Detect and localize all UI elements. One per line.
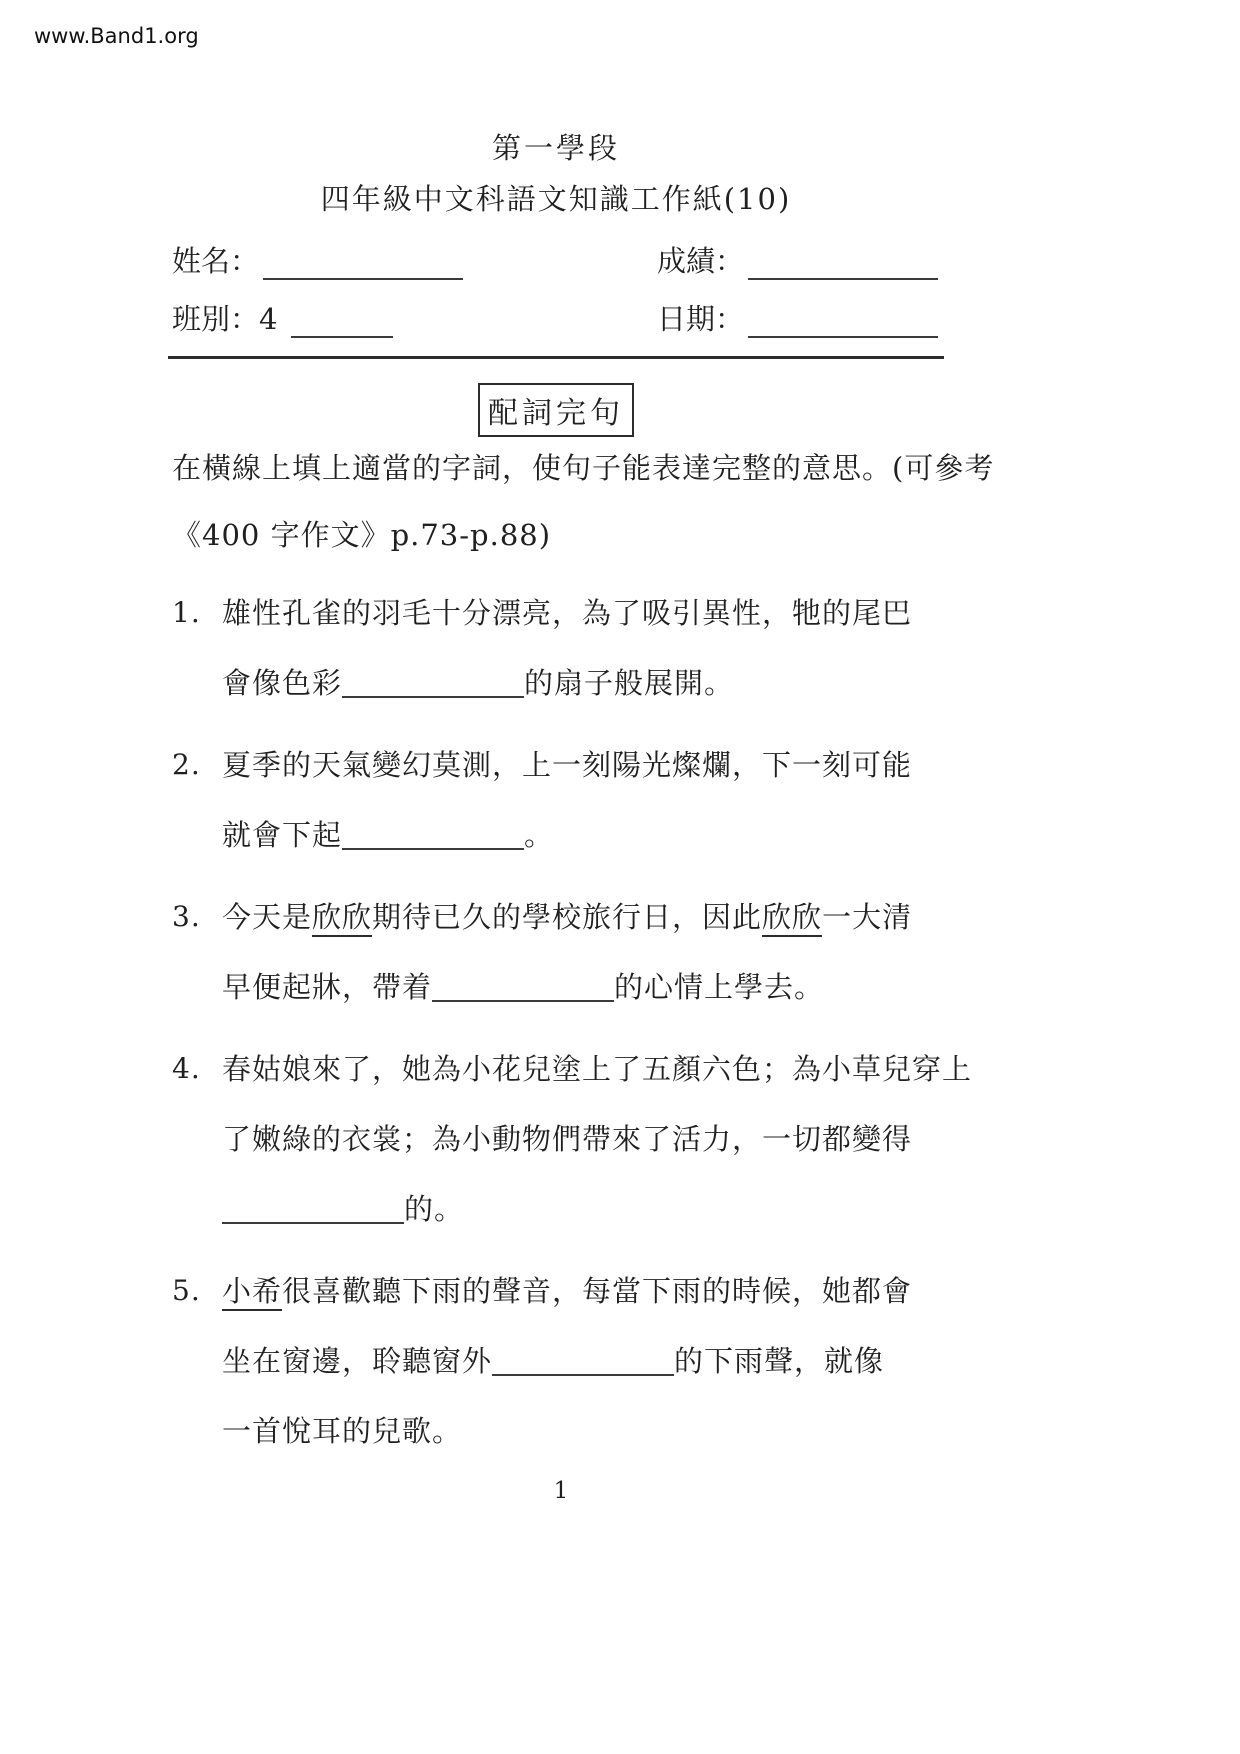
question-line	[222, 1256, 992, 1326]
question-line	[222, 730, 992, 800]
class-label: 班別：	[172, 302, 260, 336]
name-field	[172, 239, 657, 280]
date-blank	[748, 304, 938, 338]
title-block	[170, 126, 942, 218]
name-blank	[263, 246, 463, 280]
text-segment: 期待已久的學校旅行日，因此	[372, 900, 763, 934]
question-line	[222, 1326, 992, 1396]
text-segment: 。	[524, 818, 555, 852]
question-number: 4.	[172, 1052, 201, 1085]
class-blank	[291, 304, 393, 338]
question-line	[222, 1396, 992, 1466]
watermark: www.Band1.org	[34, 24, 199, 48]
text-segment: 很喜歡聽下雨的聲音，每當下雨的時候，她都會	[282, 1274, 913, 1308]
name-label: 姓名：	[172, 244, 260, 278]
underlined-name: 欣欣	[762, 900, 822, 937]
question-number: 3.	[172, 900, 201, 933]
fill-in-blank	[492, 1344, 674, 1376]
text-segment: 就會下起	[222, 818, 343, 852]
question-body	[222, 882, 992, 1022]
text-segment: 夏季的天氣變幻莫測，上一刻陽光燦爛，下一刻可能	[222, 748, 913, 782]
date-label: 日期：	[657, 302, 745, 336]
question-line	[222, 1174, 992, 1244]
fill-in-blank	[222, 1192, 404, 1224]
instructions	[172, 446, 995, 580]
text-segment: 雄性孔雀的羽毛十分漂亮，為了吸引異性，牠的尾巴	[222, 596, 913, 630]
class-field	[172, 297, 657, 338]
text-segment: 一大清	[822, 900, 913, 934]
text-segment: 的下雨聲，就像	[674, 1344, 885, 1378]
underlined-name: 欣欣	[312, 900, 372, 937]
question-item	[172, 1034, 992, 1244]
score-field	[657, 239, 944, 280]
fields-row-1	[172, 234, 944, 280]
section-divider	[168, 356, 944, 359]
fill-in-blank	[342, 818, 524, 850]
question-body	[222, 730, 992, 870]
text-segment: 會像色彩	[222, 666, 343, 700]
question-item	[172, 578, 992, 718]
header-fields	[172, 234, 944, 350]
page-title-line1: 第一學段	[491, 131, 620, 165]
text-segment: 坐在窗邊，聆聽窗外	[222, 1344, 493, 1378]
class-value: 4	[259, 302, 278, 336]
question-line	[222, 1104, 992, 1174]
question-item	[172, 1256, 992, 1466]
question-number: 2.	[172, 748, 201, 781]
page-number: 1	[553, 1478, 569, 1504]
underlined-name: 小希	[222, 1274, 282, 1311]
score-blank	[748, 246, 938, 280]
question-line	[222, 952, 992, 1022]
question-item	[172, 730, 992, 870]
text-segment: 一首悅耳的兒歌。	[222, 1414, 463, 1448]
section-title-wrap	[170, 383, 942, 437]
question-line	[222, 800, 992, 870]
question-line	[222, 648, 992, 718]
question-line	[222, 578, 992, 648]
instructions-line2: 《400 字作文》p.73-p.88)	[172, 518, 552, 552]
question-body	[222, 1034, 992, 1244]
fill-in-blank	[432, 970, 614, 1002]
text-segment: 了嫩綠的衣裳；為小動物們帶來了活力，一切都變得	[222, 1122, 913, 1156]
question-number: 5.	[172, 1274, 201, 1307]
instructions-line1: 在橫線上填上適當的字詞，使句子能表達完整的意思。(可參考	[172, 451, 995, 485]
question-body	[222, 578, 992, 718]
text-segment: 的心情上學去。	[614, 970, 825, 1004]
text-segment: 春姑娘來了，她為小花兒塗上了五顏六色；為小草兒穿上	[222, 1052, 973, 1086]
text-segment: 的扇子般展開。	[524, 666, 735, 700]
question-line	[222, 882, 992, 952]
question-line	[222, 1034, 992, 1104]
text-segment: 早便起牀，帶着	[222, 970, 433, 1004]
question-item	[172, 882, 992, 1022]
page-title-line2: 四年級中文科語文知識工作紙(10)	[320, 182, 792, 216]
question-number: 1.	[172, 596, 201, 629]
questions	[172, 578, 992, 1478]
fields-row-2	[172, 292, 944, 338]
question-body	[222, 1256, 992, 1466]
score-label: 成績：	[657, 244, 745, 278]
date-field	[657, 297, 944, 338]
fill-in-blank	[342, 666, 524, 698]
text-segment: 今天是	[222, 900, 313, 934]
text-segment: 的。	[404, 1192, 465, 1226]
section-title-box: 配詞完句	[478, 383, 634, 437]
